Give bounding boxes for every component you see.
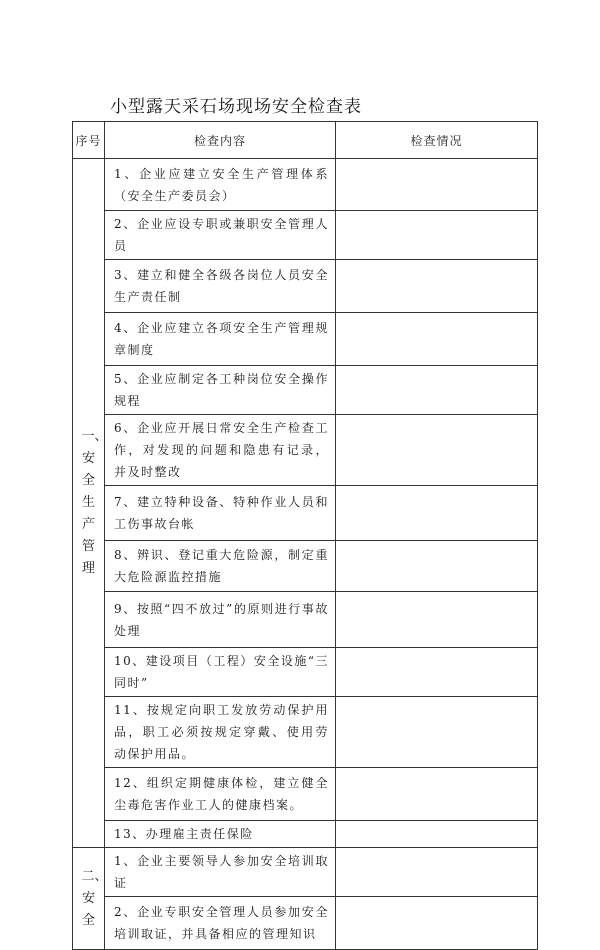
check-item: 2、企业应设专职或兼职安全管理人员 [105,211,336,260]
header-status: 检查情况 [336,122,538,159]
table-row [73,415,538,486]
header-row [73,122,538,159]
document-title: 小型露天采石场现场安全检查表 [110,97,362,117]
section-1-label: 一、安全生产管理 [81,429,108,576]
table-row [73,366,538,415]
status-cell[interactable] [336,415,538,486]
check-item: 4、企业应建立各项安全生产管理规章制度 [105,313,336,366]
table-row [73,541,538,592]
check-item: 11、按规定向职工发放劳动保护用品，职工必须按规定穿戴、使用劳动保护用品。 [105,697,336,768]
status-cell[interactable] [336,159,538,211]
table-row [73,260,538,313]
check-item: 13、办理雇主责任保险 [105,821,336,848]
table-row [73,697,538,768]
table-row [73,211,538,260]
status-cell[interactable] [336,260,538,313]
table-row [73,897,538,950]
check-item: 12、组织定期健康体检，建立健全尘毒危害作业工人的健康档案。 [105,768,336,821]
check-item: 7、建立特种设备、特种作业人员和工伤事故台帐 [105,486,336,541]
table-row [73,159,538,211]
check-item: 3、建立和健全各级各岗位人员安全生产责任制 [105,260,336,313]
check-item: 1、企业应建立安全生产管理体系（安全生产委员会） [105,159,336,211]
check-item: 10、建设项目（工程）安全设施“三同时” [105,648,336,697]
check-item: 9、按照“四不放过”的原则进行事故处理 [105,592,336,648]
table-row [73,648,538,697]
status-cell[interactable] [336,821,538,848]
table-row [73,768,538,821]
check-item: 1、企业主要领导人参加安全培训取证 [105,848,336,897]
section-2-label: 二、安全 [81,868,108,928]
section-2-cell [73,848,108,950]
status-cell[interactable] [336,697,538,768]
table-row [73,848,538,897]
table-row [73,821,538,848]
status-cell[interactable] [336,648,538,697]
check-item: 2、企业专职安全管理人员参加安全培训取证，并具备相应的管理知识 [105,897,336,950]
check-item: 6、企业应开展日常安全生产检查工作，对发现的问题和隐患有记录，并及时整改 [105,415,336,486]
check-item: 5、企业应制定各工种岗位安全操作规程 [105,366,336,415]
table-row [73,592,538,648]
status-cell[interactable] [336,897,538,950]
status-cell[interactable] [336,313,538,366]
status-cell[interactable] [336,592,538,648]
status-cell[interactable] [336,366,538,415]
status-cell[interactable] [336,211,538,260]
inspection-table [72,121,538,950]
status-cell[interactable] [336,768,538,821]
status-cell[interactable] [336,848,538,897]
header-seq: 序号 [73,122,105,159]
check-item: 8、辨识、登记重大危险源，制定重大危险源监控措施 [105,541,336,592]
table-row [73,486,538,541]
table-row [73,313,538,366]
header-content: 检查内容 [105,122,336,159]
section-1-cell [73,159,108,848]
status-cell[interactable] [336,486,538,541]
status-cell[interactable] [336,541,538,592]
